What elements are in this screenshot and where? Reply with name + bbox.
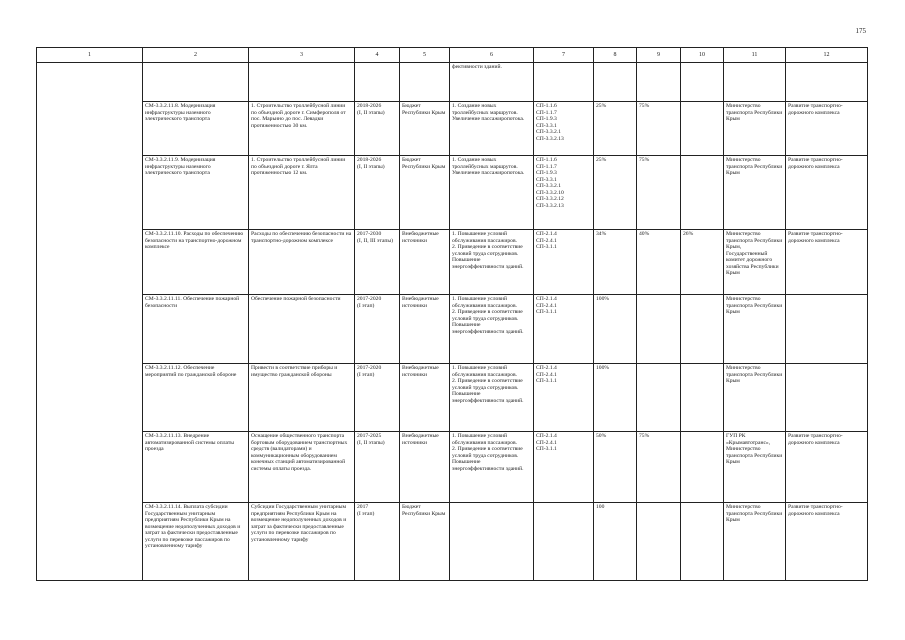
col-header: 6	[450, 48, 534, 63]
table-cell: 25%	[594, 156, 637, 230]
table-cell: Развитие транспортно-дорожного комплекса	[786, 230, 868, 295]
table-cell	[681, 63, 724, 102]
table-row	[37, 364, 868, 432]
table-cell	[681, 432, 724, 503]
table-cell: СП-2.1.4 СП-2.4.1 СП-3.1.1	[534, 432, 594, 503]
table-cell: Внебюджетные источники	[400, 295, 450, 364]
table-cell	[681, 364, 724, 432]
table-cell: 50%	[594, 432, 637, 503]
table-cell	[534, 503, 594, 581]
table-cell: Развитие транспортно-дорожного комплекса	[786, 432, 868, 503]
col-header: 9	[637, 48, 681, 63]
table-cell: СП-1.1.6 СП-1.1.7 СП-1.9.3 СП-3.3.1 СП-3.3.2.1 СП-3.3.2.13	[534, 102, 594, 156]
table-row	[37, 503, 868, 581]
table-cell: Обеспечение пожарной безопасности	[249, 295, 355, 364]
table-cell: СМ-3.3.2.11.13. Внедрение автоматизированной системы оплаты проезда	[143, 432, 249, 503]
table-cell: 26%	[681, 230, 724, 295]
table-cell: 25%	[594, 102, 637, 156]
col-header: 8	[594, 48, 637, 63]
table-cell: Привести в соответствие приборы и имущество гражданской обороны	[249, 364, 355, 432]
table-cell: 2017-2020 (I этап)	[355, 295, 400, 364]
table-cell: СП-2.1.4 СП-2.4.1 СП-3.1.1	[534, 364, 594, 432]
table-cell: 34%	[594, 230, 637, 295]
col-header: 12	[786, 48, 868, 63]
table-row	[37, 432, 868, 503]
table-cell: 75%	[637, 102, 681, 156]
col-header: 3	[249, 48, 355, 63]
table-cell: Бюджет Республики Крым	[400, 102, 450, 156]
table-cell	[355, 63, 400, 102]
table-cell: ГУП РК «Крымавтотранс», Министерство транспорта Республики Крым	[724, 432, 786, 503]
page-number: 175	[855, 27, 866, 35]
table-cell	[637, 503, 681, 581]
table-row	[37, 156, 868, 230]
table-cell: 75%	[637, 432, 681, 503]
table-cell: Оснащение общественного транспорта бортовым оборудованием транспортных средств (валидаторами) и коммуникационным оборудованием конечных станций автоматизированной системы оплаты проезда.	[249, 432, 355, 503]
table-cell: СМ-3.3.2.11.8. Модернизация инфраструктуры наземного электрического транспорта	[143, 102, 249, 156]
col-header: 5	[400, 48, 450, 63]
table-cell	[786, 364, 868, 432]
table-cell: 1. Строительство троллейбусной линии по объездной дороге г. Ялта протяженностью 12 км.	[249, 156, 355, 230]
table-cell: 1. Создание новых троллейбусных маршрутов. Увеличение пассажиропотока.	[450, 102, 534, 156]
table-cell: Внебюджетные источники	[400, 230, 450, 295]
header-row	[37, 48, 868, 63]
table-cell: 1. Создание новых троллейбусных маршрутов. Увеличение пассажиропотока.	[450, 156, 534, 230]
table-cell	[681, 295, 724, 364]
table-cell: 2018-2026 (I, II этапы)	[355, 156, 400, 230]
table-cell: Развитие транспортно-дорожного комплекса	[786, 102, 868, 156]
table-cell	[786, 295, 868, 364]
col-header: 1	[37, 48, 143, 63]
table-cell	[681, 503, 724, 581]
col-header: 11	[724, 48, 786, 63]
table-row	[37, 230, 868, 295]
table-cell: Внебюджетные источники	[400, 432, 450, 503]
table-cell: 1. Строительство троллейбусной линии по объездной дороге г. Симферополя от пос. Марьино до пос. Левадки протяженностью 30 км.	[249, 102, 355, 156]
table-cell: 100%	[594, 295, 637, 364]
table-cell: фективности зданий.	[450, 63, 534, 102]
table-cell: Бюджет Республики Крым	[400, 503, 450, 581]
table-row	[37, 102, 868, 156]
table-row	[37, 63, 868, 102]
table-cell	[400, 63, 450, 102]
table-cell: Бюджет Республики Крым	[400, 156, 450, 230]
col-header: 10	[681, 48, 724, 63]
table-cell: Министерство транспорта Республики Крым	[724, 156, 786, 230]
table-cell: 1. Повышение условий обслуживания пассажиров. 2. Приведение в соответствие условий труда сотрудников. Повышение энергоэффективности зданий.	[450, 230, 534, 295]
table-cell: 1. Повышение условий обслуживания пассажиров. 2. Приведение в соответствие условий труда сотрудников. Повышение энергоэффективности зданий.	[450, 432, 534, 503]
table-cell	[534, 63, 594, 102]
table-cell: 2018-2026 (I, II этапы)	[355, 102, 400, 156]
table-cell: 100	[594, 503, 637, 581]
table-cell: Развитие транспортно-дорожного комплекса	[786, 503, 868, 581]
table-cell	[37, 63, 143, 581]
table-cell	[786, 63, 868, 102]
table-cell: СП-2.1.4 СП-2.4.1 СП-3.1.1	[534, 230, 594, 295]
table-cell: СМ-3.3.2.11.11. Обеспечение пожарной безопасности	[143, 295, 249, 364]
table-cell: Расходы по обеспечению безопасности на транспортно-дорожном комплексе	[249, 230, 355, 295]
table-cell: 100%	[594, 364, 637, 432]
table-cell	[450, 503, 534, 581]
table-cell: 2017-2030 (I, II, III этапы)	[355, 230, 400, 295]
table-cell: 2017 (I этап)	[355, 503, 400, 581]
table-cell: Развитие транспортно-дорожного комплекса	[786, 156, 868, 230]
table-cell: Министерство транспорта Республики Крым	[724, 364, 786, 432]
table-cell: 2017-2020 (I этап)	[355, 364, 400, 432]
table-cell: Внебюджетные источники	[400, 364, 450, 432]
measures-table	[36, 47, 868, 581]
table-cell: Министерство транспорта Республики Крым	[724, 102, 786, 156]
table-cell	[681, 102, 724, 156]
table-cell: СМ-3.3.2.11.10. Расходы по обеспечению безопасности на транспортно-дорожном комплексе	[143, 230, 249, 295]
table-cell: СП-1.1.6 СП-1.1.7 СП-1.9.3 СП-3.3.1 СП-3.3.2.1 СП-3.3.2.10 СП-3.3.2.12 СП-3.3.2.13	[534, 156, 594, 230]
table-cell	[724, 63, 786, 102]
table-cell: СП-2.1.4 СП-2.4.1 СП-3.1.1	[534, 295, 594, 364]
table-cell	[637, 295, 681, 364]
table-cell	[637, 63, 681, 102]
table-cell: Министерство транспорта Республики Крым	[724, 295, 786, 364]
table-cell: 75%	[637, 156, 681, 230]
table-cell: СМ-3.3.2.11.14. Выплата субсидии Государственным унитарным предприятиям Республики Крым на возмещение недополученных доходов и затрат за фактически предоставленные услуги по перевозке пассажиров по установленному тарифу	[143, 503, 249, 581]
table-cell: СМ-3.3.2.11.9. Модернизация инфраструктуры наземного электрического транспорта	[143, 156, 249, 230]
col-header: 2	[143, 48, 249, 63]
table-cell	[594, 63, 637, 102]
table-row	[37, 295, 868, 364]
table-cell: СМ-3.3.2.11.12. Обеспечение мероприятий по гражданской обороне	[143, 364, 249, 432]
col-header: 4	[355, 48, 400, 63]
col-header: 7	[534, 48, 594, 63]
table-cell: 1. Повышение условий обслуживания пассажиров. 2. Приведение в соответствие условий труда сотрудников. Повышение энергоэффективности зданий.	[450, 364, 534, 432]
table-cell: Министерство транспорта Республики Крым	[724, 503, 786, 581]
table-cell: Субсидии Государственным унитарным предприятиям Республики Крым на возмещение недополученных доходов и затрат за фактически предоставленные услуги по перевозке пассажиров по установленному тарифу	[249, 503, 355, 581]
table-cell	[143, 63, 249, 102]
table-cell: 1. Повышение условий обслуживания пассажиров. 2. Приведение в соответствие условий труда сотрудников. Повышение энергоэффективности зданий.	[450, 295, 534, 364]
table-cell: 2017-2025 (I, II этапы)	[355, 432, 400, 503]
table-cell: Министерство транспорта Республики Крым, Государственный комитет дорожного хозяйства Республики Крым	[724, 230, 786, 295]
table-cell	[637, 364, 681, 432]
table-cell: 40%	[637, 230, 681, 295]
table-cell	[681, 156, 724, 230]
table-cell	[249, 63, 355, 102]
